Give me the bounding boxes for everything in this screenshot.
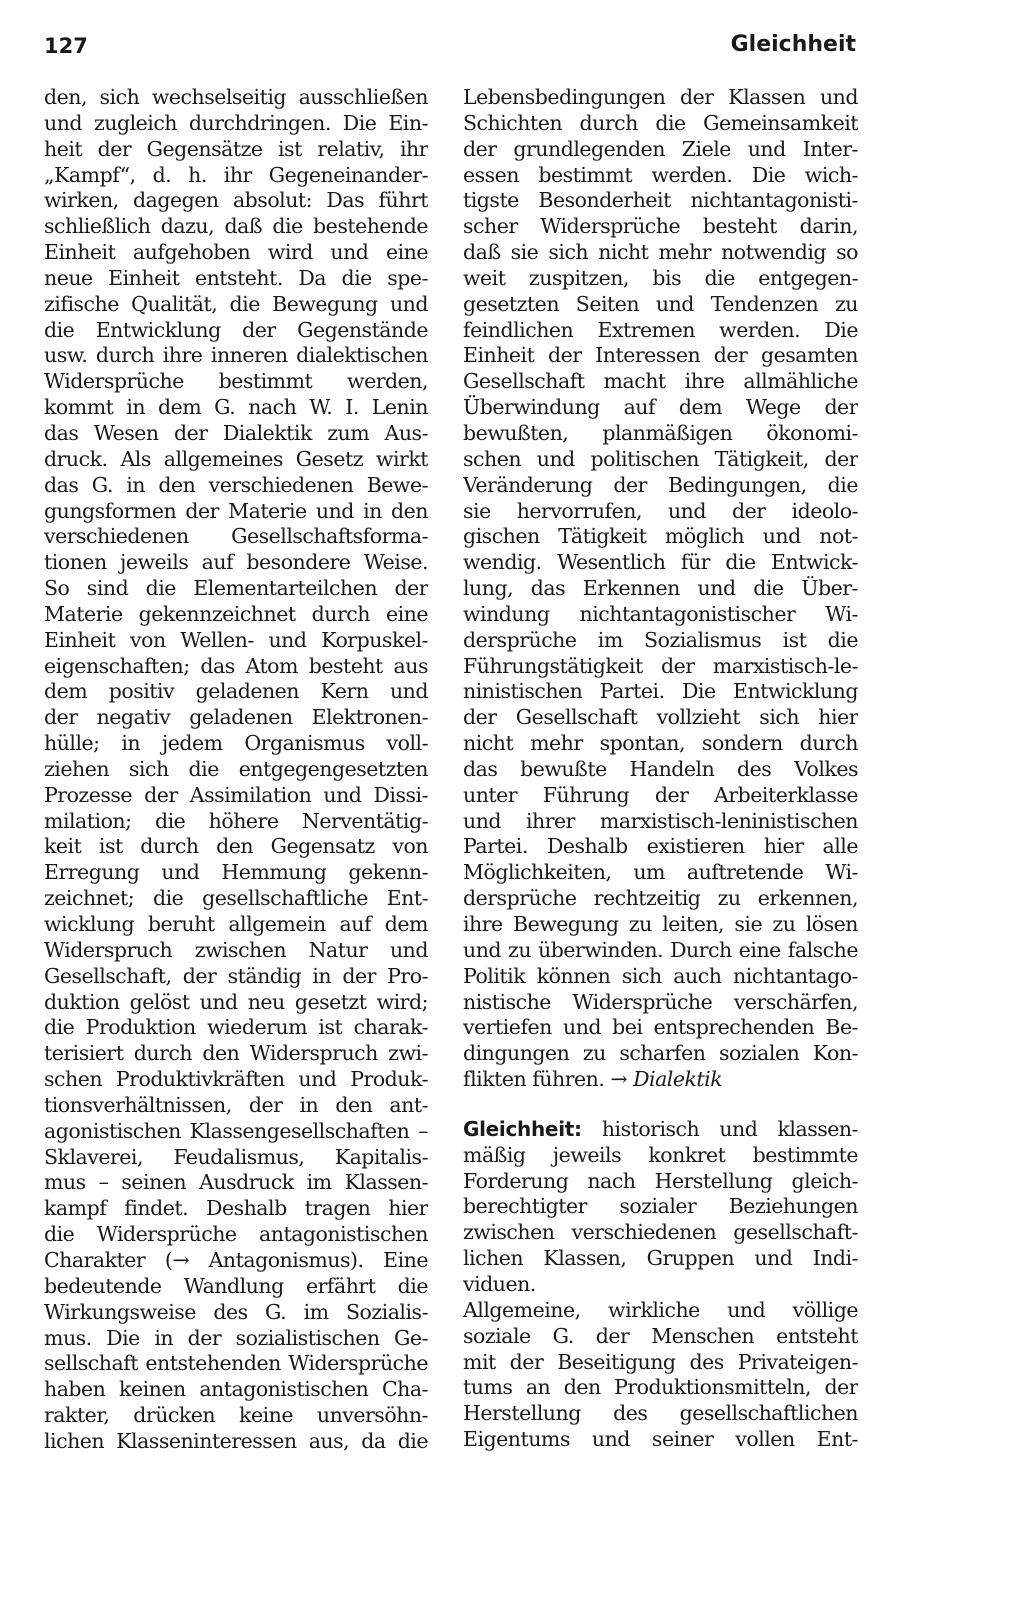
- text-line: hülle; in jedem Organismus voll-: [44, 731, 428, 756]
- text-line: feindlichen Extremen werden. Die: [463, 317, 858, 342]
- text-line: Schichten durch die Gemeinsamkeit: [463, 110, 858, 135]
- text-line: agonistischen Klassengesellschaften –: [44, 1118, 428, 1143]
- text-line: Veränderung der Bedingungen, die: [463, 472, 858, 497]
- text-line: berechtigter sozialer Beziehungen: [463, 1194, 858, 1219]
- text-line: tigste Besonderheit nichtantagonisti-: [463, 188, 858, 213]
- text-line: lung, das Erkennen und die Über-: [463, 576, 858, 601]
- text-line: und zu überwinden. Durch eine falsche: [463, 937, 858, 962]
- text-line: scher Widersprüche besteht darin,: [463, 214, 858, 239]
- text-line: kampf findet. Deshalb tragen hier: [44, 1196, 428, 1221]
- text-line: zwischen verschiedenen gesellschaft-: [463, 1220, 858, 1245]
- text-line: Einheit von Wellen- und Korpuskel-: [44, 627, 428, 652]
- text-line: vertiefen und bei entsprechenden Be-: [463, 1015, 858, 1040]
- text-line: Eigentums und seiner vollen Ent-: [463, 1427, 858, 1452]
- text-line: Einheit aufgehoben wird und eine: [44, 240, 428, 265]
- text-line: tionen jeweils auf besondere Weise.: [44, 550, 428, 575]
- text-line: die Entwicklung der Gegenstände: [44, 317, 428, 342]
- text-line: gischen Tätigkeit möglich und not-: [463, 524, 858, 549]
- text-line: wendig. Wesentlich für die Entwick-: [463, 550, 858, 575]
- cross-reference-link[interactable]: Dialektik: [633, 1067, 723, 1092]
- text-line: Gesellschaft macht ihre allmähliche: [463, 369, 858, 394]
- text-line: Materie gekennzeichnet durch eine: [44, 601, 428, 626]
- text-line: schließlich dazu, daß die bestehende: [44, 214, 428, 239]
- entry-separator: [463, 1093, 858, 1117]
- text-line: duktion gelöst und neu gesetzt wird;: [44, 989, 428, 1014]
- text-line: die Widersprüche antagonistischen: [44, 1222, 428, 1247]
- text-line: Herstellung des gesellschaftlichen: [463, 1401, 858, 1426]
- text-line: das bewußte Handeln des Volkes: [463, 756, 858, 781]
- text-line: soziale G. der Menschen entsteht: [463, 1323, 858, 1348]
- text-line: den, sich wechselseitig ausschließen: [44, 85, 428, 109]
- text-line: mus. Die in der sozialistischen Ge-: [44, 1325, 428, 1350]
- text-line: tums an den Produktionsmitteln, der: [463, 1375, 858, 1400]
- text-line-fragment: flikten führen. →: [463, 1067, 634, 1092]
- text-line: der Gesellschaft vollzieht sich hier: [463, 705, 858, 730]
- text-line: Prozesse der Assimilation und Dissi-: [44, 782, 428, 807]
- text-line: und ihrer marxistisch-leninistischen: [463, 808, 858, 833]
- text-line: Charakter (→ Antagonismus). Eine: [44, 1247, 428, 1272]
- text-line: kommt in dem G. nach W. I. Lenin: [44, 395, 428, 420]
- text-line: essen bestimmt werden. Die wich-: [463, 162, 858, 187]
- text-line: nistische Widersprüche verschärfen,: [463, 989, 858, 1014]
- text-line: ninistischen Partei. Die Entwicklung: [463, 679, 858, 704]
- text-line: bedeutende Wandlung erfährt die: [44, 1273, 428, 1298]
- left-column: [44, 85, 428, 1455]
- text-line: haben keinen antagonistischen Cha-: [44, 1377, 428, 1402]
- text-line: der negativ geladenen Elektronen-: [44, 705, 428, 730]
- text-line: eigenschaften; das Atom besteht aus: [44, 653, 428, 678]
- text-line: Politik können sich auch nichtantago-: [463, 963, 858, 988]
- text-line: das G. in den verschiedenen Bewe-: [44, 472, 428, 497]
- text-line: „Kampf“, d. h. ihr Gegeneinander-: [44, 162, 428, 187]
- text-line: zifische Qualität, die Bewegung und: [44, 291, 428, 316]
- text-line: der grundlegenden Ziele und Inter-: [463, 136, 858, 161]
- text-line: mus – seinen Ausdruck im Klassen-: [44, 1170, 428, 1195]
- text-line: Gesellschaft, der ständig in der Pro-: [44, 963, 428, 988]
- text-line: zeichnet; die gesellschaftliche Ent-: [44, 886, 428, 911]
- text-line: Allgemeine, wirkliche und völlige: [463, 1297, 858, 1322]
- text-line: windung nichtantagonistischer Wi-: [463, 601, 858, 626]
- text-line: Widerspruch zwischen Natur und: [44, 937, 428, 962]
- entry-headword: Gleichheit:: [463, 1116, 582, 1141]
- text-line: Möglichkeiten, um auftretende Wi-: [463, 860, 858, 885]
- text-line: bewußten, planmäßigen ökonomi-: [463, 420, 858, 445]
- text-line: dersprüche rechtzeitig zu erkennen,: [463, 886, 858, 911]
- text-line: Einheit der Interessen der gesamten: [463, 343, 858, 368]
- text-line: Erregung und Hemmung gekenn-: [44, 860, 428, 885]
- text-line: nicht mehr spontan, sondern durch: [463, 731, 858, 756]
- right-column: [463, 85, 858, 1453]
- text-line-fragment: historisch und klassen-: [581, 1116, 858, 1141]
- text-line: und zugleich durchdringen. Die Ein-: [44, 110, 428, 135]
- text-line: Lebensbedingungen der Klassen und: [463, 85, 858, 109]
- text-line: schen und politischen Tätigkeit, der: [463, 446, 858, 471]
- text-line: lichen Klasseninteressen aus, da die: [44, 1428, 428, 1453]
- text-line: Partei. Deshalb existieren hier alle: [463, 834, 858, 859]
- text-line: mäßig jeweils konkret bestimmte: [463, 1142, 858, 1167]
- text-line: wirken, dagegen absolut: Das führt: [44, 188, 428, 213]
- text-line: dingungen zu scharfen sozialen Kon-: [463, 1041, 858, 1066]
- text-line: tionsverhältnissen, der in den ant-: [44, 1092, 428, 1117]
- text-line: verschiedenen Gesellschaftsforma-: [44, 524, 428, 549]
- text-line: keit ist durch den Gegensatz von: [44, 834, 428, 859]
- text-line: usw. durch ihre inneren dialektischen: [44, 343, 428, 368]
- text-line: lichen Klassen, Gruppen und Indi-: [463, 1246, 858, 1271]
- text-line: weit zuspitzen, bis die entgegen-: [463, 265, 858, 290]
- text-line: milation; die höhere Nerventätig-: [44, 808, 428, 833]
- text-line: Sklaverei, Feudalismus, Kapitalis-: [44, 1144, 428, 1169]
- running-head: Gleichheit: [730, 32, 856, 57]
- text-line: unter Führung der Arbeiterklasse: [463, 782, 858, 807]
- text-line: [463, 1067, 858, 1093]
- text-line: sie hervorrufen, und der ideolo-: [463, 498, 858, 523]
- text-line: das Wesen der Dialektik zum Aus-: [44, 420, 428, 445]
- text-line: Führungstätigkeit der marxistisch-le-: [463, 653, 858, 678]
- text-line: mit der Beseitigung des Privateigen-: [463, 1349, 858, 1374]
- text-line: Überwindung auf dem Wege der: [463, 395, 858, 420]
- text-line: druck. Als allgemeines Gesetz wirkt: [44, 446, 428, 471]
- text-line: Widersprüche bestimmt werden,: [44, 369, 428, 394]
- entry-first-line: [463, 1117, 858, 1143]
- text-line: dem positiv geladenen Kern und: [44, 679, 428, 704]
- text-line: Wirkungsweise des G. im Sozialis-: [44, 1299, 428, 1324]
- text-line: ihre Bewegung zu leiten, sie zu lösen: [463, 912, 858, 936]
- text-line: daß sie sich nicht mehr notwendig so: [463, 240, 858, 265]
- text-line: gungsformen der Materie und in den: [44, 498, 428, 523]
- text-line: terisiert durch den Widerspruch zwi-: [44, 1041, 428, 1066]
- text-line: heit der Gegensätze ist relativ, ihr: [44, 136, 428, 161]
- text-line: Forderung nach Herstellung gleich-: [463, 1168, 858, 1193]
- text-line: rakter, drücken keine unversöhn-: [44, 1403, 428, 1428]
- text-line: ziehen sich die entgegengesetzten: [44, 756, 428, 781]
- text-line: sellschaft entstehenden Widersprüche: [44, 1351, 428, 1376]
- text-line: die Produktion wiederum ist charak-: [44, 1015, 428, 1040]
- text-line: viduen.: [463, 1271, 536, 1296]
- text-line: gesetzten Seiten und Tendenzen zu: [463, 291, 858, 316]
- text-line: wicklung beruht allgemein auf dem: [44, 912, 428, 936]
- text-line: neue Einheit entsteht. Da die spe-: [44, 265, 428, 290]
- page-number: 127: [44, 34, 88, 58]
- text-line: schen Produktivkräften und Produk-: [44, 1067, 428, 1092]
- text-line: dersprüche im Sozialismus ist die: [463, 627, 858, 652]
- text-line: So sind die Elementarteilchen der: [44, 576, 428, 601]
